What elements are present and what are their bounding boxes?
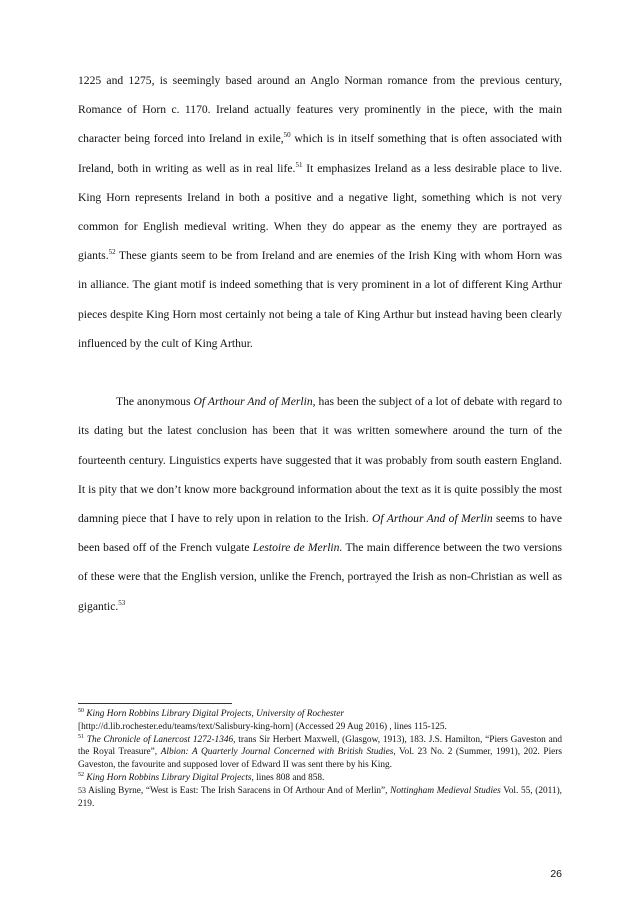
text-run: , has been the subject of a lot of debate with regard to its dating but the latest conclusion has been that it was written somewhere around the turn of the fourteenth century. Linguistics experts have suggested that it was probably from south eastern England. It is pity that we don’t know more background information about the text as it is quite possibly the most damning piece that I have to rely upon in relation to the Irish. — [78, 395, 563, 526]
footnote-number: 53 — [78, 785, 86, 795]
page-number: 26 — [550, 868, 562, 880]
footnote-number: 50 — [78, 708, 84, 714]
text-run: The main difference between the two versions of these were that the English version, unlike the French, portrayed the Irish as non-Christian as well as gigantic. — [78, 541, 562, 613]
footnote-text: , trans Sir Herbert Maxwell, (Glasgow, 1913), 183. J.S. Hamilton, “Piers Gaveston and the Royal Treasure”, — [78, 734, 563, 758]
footnote-52 — [78, 772, 562, 785]
footnote-51 — [78, 734, 562, 772]
footnote-text: Aisling Byrne, “West is East: The Irish Saracens in Of Arthour And of Merlin”, — [86, 785, 391, 796]
footnote-italic: King Horn Robbins Library Digital Projects, University of Rochester — [86, 709, 344, 719]
footnote-text: [http://d.lib.rochester.edu/teams/text/Salisbury-king-horn] (Accessed 29 Aug 2016) , lines 115-125. — [78, 721, 447, 732]
footnote-italic: King Horn Robbins Library Digital Projects — [86, 772, 252, 783]
italic-title: Of Arthour And of Merlin — [372, 512, 493, 526]
text-run: The anonymous — [116, 395, 194, 409]
italic-title: Lestoire de Merlin. — [252, 541, 343, 555]
footnote-number: 52 — [78, 771, 84, 778]
footnote-text: , lines 808 and 858. — [251, 772, 325, 783]
text-run: These giants seem to be from Ireland and are enemies of the Irish King with whom Horn was in alliance. The giant motif is indeed something that is very prominent in a lot of different King Arthur pieces despite King Horn most certainly not being a tale of King Arthur but instead having been clearly influenced by the cult of King Arthur. — [78, 249, 562, 350]
italic-title: Of Arthour And of Merlin — [193, 395, 313, 409]
footnote-ref-52[interactable]: 52 — [108, 248, 116, 257]
footnote-ref-50[interactable]: 50 — [283, 131, 291, 140]
text-run: which is in itself something that is often associated with Ireland, both in writing as well as in real life. — [78, 132, 562, 175]
footnote-50 — [78, 708, 562, 734]
footnote-53 — [78, 785, 562, 811]
paragraph-2 — [78, 387, 562, 621]
text-run: 1225 and 1275, is seemingly based around an Anglo Norman romance from the previous century, Romance of Horn c. 1170. Ireland actually features very prominently in the piece, with the main character being forced into Ireland in exile, — [78, 74, 562, 146]
footnote-separator — [78, 703, 232, 704]
footnote-italic: Nottingham Medieval Studies — [390, 785, 501, 796]
paragraph-1 — [78, 66, 562, 358]
footnote-ref-53[interactable]: 53 — [118, 598, 126, 607]
footnote-text: , Vol. 23 No. 2 (Summer, 1991), 202. Piers Gaveston, the favourite and supposed lover of Edward II was sent there by his King. — [78, 747, 563, 771]
body-text — [78, 66, 562, 621]
text-run: It emphasizes Ireland as a less desirable place to live. King Horn represents Ireland in both a positive and a negative light, something which is not very common for English medieval writing. When they do appear as the enemy they are portrayed as giants. — [78, 161, 562, 263]
footnote-italic: Albion: A Quarterly Journal Concerned with British Studies — [160, 747, 394, 758]
footnote-ref-51[interactable]: 51 — [295, 160, 303, 169]
text-run: seems to have been based off of the French vulgate — [78, 512, 562, 555]
footnote-text: Vol. 55, (2011), 219. — [78, 785, 562, 809]
footnotes — [78, 708, 562, 810]
footnote-italic: The Chronicle of Lanercost 1272-1346 — [86, 734, 234, 745]
footnote-number: 51 — [78, 733, 84, 740]
